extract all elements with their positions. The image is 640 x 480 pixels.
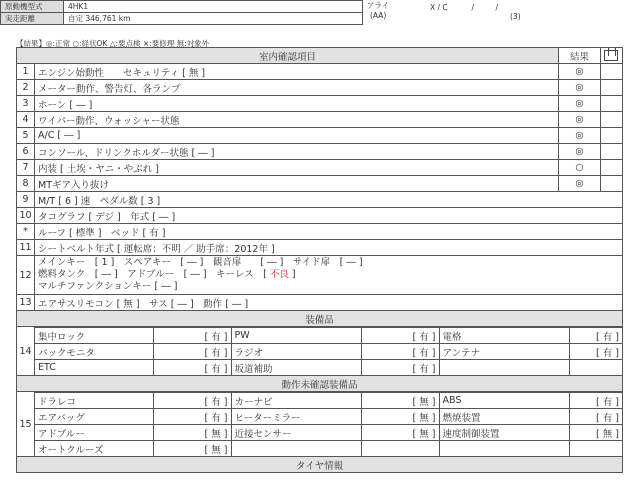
equipment-name: 近接センサー: [231, 425, 361, 441]
equipment-name: ヒーターミラー: [231, 409, 361, 425]
equipment-name: ラジオ: [231, 344, 361, 360]
table-row: [17, 128, 623, 144]
odo-label: 実走距離: [1, 13, 64, 25]
equipment-name: バックモニタ: [35, 344, 153, 360]
equipment-status: [ 有 ]: [153, 328, 231, 344]
result-header: 結果: [559, 48, 601, 64]
equipment-status: [569, 360, 622, 376]
row-number: 2: [17, 80, 35, 96]
row-number: 1: [17, 64, 35, 80]
row-label: 内装 [ 土埃・ヤニ・やぶれ ]: [35, 160, 559, 176]
row-number: 15: [17, 392, 35, 457]
equipment-status: [ 有 ]: [361, 344, 439, 360]
equipment-status: [ 無 ]: [153, 441, 231, 457]
row-number: 4: [17, 112, 35, 128]
row-extra: [601, 176, 623, 192]
row-result: ◎: [559, 80, 601, 96]
row-label: コンソール、ドリンクホルダー状態 [ ― ]: [35, 144, 559, 160]
row-extra: [601, 144, 623, 160]
vehicle-header: [0, 0, 640, 26]
equipment-grid: [35, 327, 622, 375]
equipment-name: 電格: [439, 328, 569, 344]
row-label: メーター動作、警告灯、各ランプ: [35, 80, 559, 96]
row-label: シートベルト年式 [ 運転席：不明 ／ 助手席：2012年 ]: [35, 240, 623, 256]
row-extra: [601, 128, 623, 144]
inspection-table: [16, 47, 623, 473]
edit-icon[interactable]: [604, 50, 618, 61]
row-result: ◎: [559, 96, 601, 112]
equipment-name: アドブルー: [35, 425, 153, 441]
alignment-values: X / C / / (3): [430, 3, 521, 21]
row-number: 5: [17, 128, 35, 144]
equipment-name: ABS: [439, 393, 569, 409]
equipment-status: [ 無 ]: [153, 425, 231, 441]
equipment-name: [439, 441, 569, 457]
equipment-name: 速度制御装置: [439, 425, 569, 441]
row-extra: [601, 96, 623, 112]
row-label: ホーン [ ― ]: [35, 96, 559, 112]
row-number: 14: [17, 327, 35, 376]
row-number: 11: [17, 240, 35, 256]
row-number: *: [17, 224, 35, 240]
equipment-name: PW: [231, 328, 361, 344]
table-row: [17, 64, 623, 80]
row-number: 13: [17, 295, 35, 311]
row-extra: [601, 64, 623, 80]
row-number: 7: [17, 160, 35, 176]
row-label: M/T [ 6 ] 速 ペダル数 [ 3 ]: [35, 192, 623, 208]
odo-value: 自定 346,761 km: [64, 13, 363, 25]
equipment-status: [ 有 ]: [569, 328, 622, 344]
equipment-name: エアバッグ: [35, 409, 153, 425]
row-label: A/C [ ― ]: [35, 128, 559, 144]
equipment-name: 燃焼装置: [439, 409, 569, 425]
equipment-status: [569, 441, 622, 457]
equipment-name: アンテナ: [439, 344, 569, 360]
row-number: 10: [17, 208, 35, 224]
row-label: エンジン始動性 セキュリティ [ 無 ]: [35, 64, 559, 80]
row-result: ◎: [559, 112, 601, 128]
keyless-status: 不良: [269, 269, 289, 280]
equipment-status: [ 有 ]: [153, 360, 231, 376]
table-row: [17, 176, 623, 192]
equipment-status: [ 有 ]: [569, 409, 622, 425]
equipment-status: [361, 441, 439, 457]
equipment-status: [ 無 ]: [569, 425, 622, 441]
row-number: 8: [17, 176, 35, 192]
equipment-status: [ 有 ]: [361, 328, 439, 344]
row-result: ○: [559, 160, 601, 176]
equipment-name: [439, 360, 569, 376]
row-number: 3: [17, 96, 35, 112]
table-title: 室内確認項目: [17, 48, 559, 64]
table-row: [17, 144, 623, 160]
table-row: [17, 224, 623, 240]
unconfirmed-grid: [35, 392, 622, 456]
table-row: [17, 208, 623, 224]
tire-title: タイヤ情報: [17, 457, 623, 473]
equipment-title: 装備品: [17, 311, 623, 327]
row-extra: [601, 112, 623, 128]
row-extra: [601, 80, 623, 96]
row-label: ルーフ [ 標準 ] ベッド [ 有 ]: [35, 224, 623, 240]
equipment-status: [ 無 ]: [361, 409, 439, 425]
row-extra: [601, 160, 623, 176]
row-result: ◎: [559, 128, 601, 144]
row-result: ◎: [559, 64, 601, 80]
equipment-status: [ 有 ]: [153, 344, 231, 360]
equipment-status: [ 無 ]: [361, 425, 439, 441]
alignment-label: アライ (AA): [367, 1, 390, 20]
row-number: 12: [17, 256, 35, 295]
table-row: [17, 112, 623, 128]
equipment-name: ドラレコ: [35, 393, 153, 409]
table-row: [17, 80, 623, 96]
engine-label: 原動機型式: [1, 1, 64, 13]
keys-row: メインキー [ 1 ] スペアキー [ ― ] 観音扉 [ ― ] サイド扉 [ ― ] 燃料タンク [ ― ] アドブルー [ ― ] キーレス [ 不良 ] マルチファンクションキー [ ― ]: [35, 256, 623, 295]
table-row: [17, 192, 623, 208]
equipment-name: カーナビ: [231, 393, 361, 409]
equipment-status: [ 有 ]: [361, 360, 439, 376]
row-label: MTギア入り抜け: [35, 176, 559, 192]
table-row: [17, 96, 623, 112]
air-suspension-row: エアサスリモコン [ 無 ] サス [ ― ] 動作 [ ― ]: [35, 295, 623, 311]
equipment-name: [231, 441, 361, 457]
equipment-name: ETC: [35, 360, 153, 376]
table-row: [17, 160, 623, 176]
row-number: 6: [17, 144, 35, 160]
equipment-status: [ 有 ]: [569, 393, 622, 409]
row-result: ◎: [559, 144, 601, 160]
result-legend: 【結果】◎:正常 ○:経状OK △:要点検 ×:要修理 無:対象外: [16, 39, 210, 48]
edit-icon-cell[interactable]: [601, 48, 623, 64]
equipment-status: [ 有 ]: [153, 409, 231, 425]
row-label: タコグラフ [ デジ ] 年式 [ ― ]: [35, 208, 623, 224]
engine-value: 4HK1: [64, 1, 363, 13]
equipment-name: オートクルーズ: [35, 441, 153, 457]
equipment-name: 坂道補助: [231, 360, 361, 376]
equipment-status: [ 有 ]: [569, 344, 622, 360]
equipment-status: [ 無 ]: [361, 393, 439, 409]
equipment-name: 集中ロック: [35, 328, 153, 344]
unconfirmed-title: 動作未確認装備品: [17, 376, 623, 392]
equipment-status: [ 有 ]: [153, 393, 231, 409]
row-number: 9: [17, 192, 35, 208]
row-result: ◎: [559, 176, 601, 192]
table-row: [17, 240, 623, 256]
row-label: ワイパー動作、ウォッシャー状態: [35, 112, 559, 128]
